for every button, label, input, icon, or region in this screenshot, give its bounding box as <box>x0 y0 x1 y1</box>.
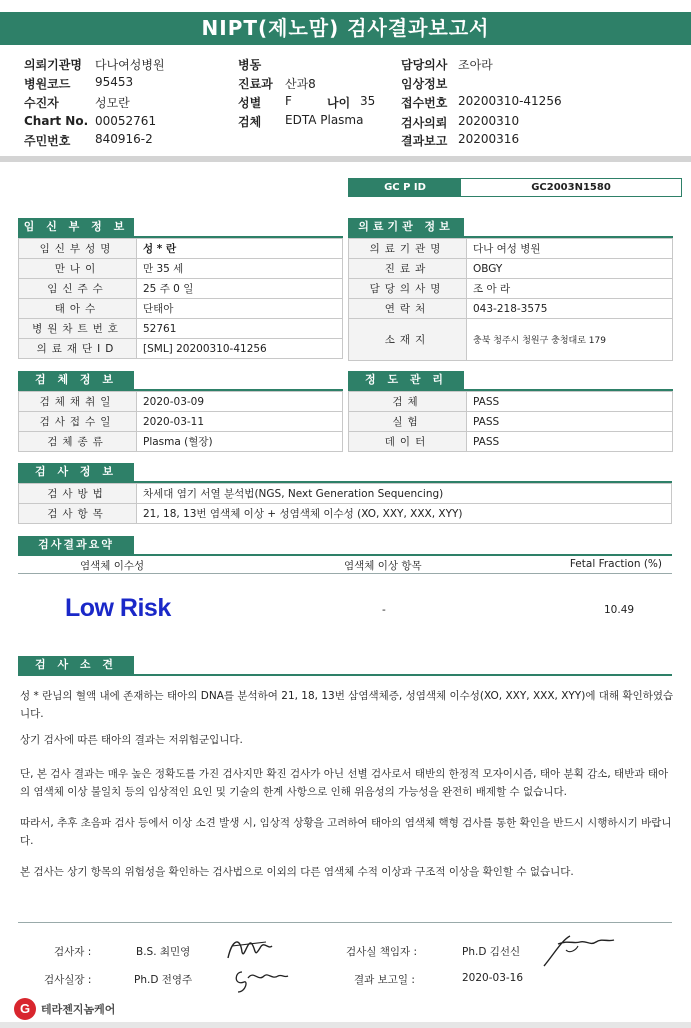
table-row: 태아수 단태아 <box>19 299 343 319</box>
header-row: 의뢰기관명 <box>24 58 82 72</box>
table-row: 담당의사명 조 아 라 <box>349 279 673 299</box>
header-value: 35 <box>360 94 376 108</box>
risk-result: Low Risk <box>65 594 171 622</box>
divider <box>18 922 672 923</box>
gc-pid-box <box>348 178 682 197</box>
table-row: 연락처 043-218-3575 <box>349 299 673 319</box>
header-value: 840916-2 <box>95 132 153 146</box>
table-row: 진료과 OBGY <box>349 259 673 279</box>
table-row: 임신부성명 성 * 란 <box>19 239 343 259</box>
summary-col-ff: Fetal Fraction (%) <box>569 558 662 570</box>
abnormal-result: - <box>382 604 386 616</box>
logo-text: 테라젠지놈케어 <box>41 1003 116 1016</box>
footer-bar <box>0 1022 691 1028</box>
header-value: EDTA Plasma <box>285 113 364 127</box>
fetal-fraction-value: 10.49 <box>604 604 635 616</box>
header-row: 수진자 <box>24 96 59 110</box>
tester-name: B.S. 최민영 <box>136 946 191 958</box>
table-row: 임신주수 25 주 0 일 <box>19 279 343 299</box>
header-row: 결과보고 <box>401 134 448 148</box>
section-institution-title: 의료기관 정보 <box>348 218 464 236</box>
header-value: 00052761 <box>95 114 157 128</box>
header-row: 검사의뢰 <box>401 116 448 130</box>
lab-lead-name: Ph.D 김선신 <box>462 946 521 958</box>
finding-paragraph: 따라서, 추후 초음파 검사 등에서 이상 소견 발생 시, 임상적 상황을 고려하여 태아의 염색체 핵형 검사를 통한 확인을 반드시 시행하시기 바랍니다. <box>20 817 672 847</box>
table-row: 의료기관명 다나 여성 병원 <box>349 239 673 259</box>
table-row: 검체 PASS <box>349 392 673 412</box>
specimen-table <box>18 391 343 452</box>
section-test-title: 검 사 정 보 <box>18 463 134 481</box>
section-qc-title: 정 도 관 리 <box>348 371 464 389</box>
header-value: 산과8 <box>285 77 316 91</box>
header-row: 담당의사 <box>401 58 448 72</box>
report-date-value: 2020-03-16 <box>462 972 524 984</box>
section-findings-title: 검 사 소 견 <box>18 656 134 674</box>
header-value: 다나여성병원 <box>95 58 165 72</box>
header-value: F <box>285 94 292 108</box>
finding-paragraph: 상기 검사에 따른 태아의 결과는 저위험군입니다. <box>20 734 243 746</box>
header-value: 20200310 <box>458 114 520 128</box>
gc-pid-label: GC P ID <box>349 179 461 196</box>
signature-image <box>540 930 616 970</box>
signature-image <box>230 958 290 996</box>
table-row: 병원차트번호 52761 <box>19 319 343 339</box>
report-date-label: 결과 보고일 : <box>354 974 415 986</box>
header-value: 20200316 <box>458 132 520 146</box>
table-row: 소재지 충북 청주시 청원구 충청대로 179 <box>349 319 673 361</box>
lab-head-name: Ph.D 전영주 <box>134 974 193 986</box>
lab-lead-label: 검사실 책임자 : <box>346 946 418 958</box>
pregnant-table <box>18 238 343 359</box>
section-specimen-title: 검 체 정 보 <box>18 371 134 389</box>
table-row: 만나이 만 35 세 <box>19 259 343 279</box>
header-row: Chart No. <box>24 114 89 128</box>
header-value: 20200310-41256 <box>458 94 562 108</box>
gc-pid-value: GC2003N1580 <box>531 182 611 193</box>
institution-table <box>348 238 673 361</box>
summary-col-abnormal: 염색체 이상 항목 <box>344 560 422 572</box>
section-summary-title: 검사결과요약 <box>18 536 134 554</box>
header-row: 주민번호 <box>24 134 71 148</box>
header-row: 나이 <box>327 96 351 110</box>
header-value: 조아라 <box>458 58 493 72</box>
tester-label: 검사자 : <box>54 946 92 958</box>
finding-paragraph: 성 * 란님의 혈액 내에 존재하는 태아의 DNA를 분석하여 21, 18, 13번 삼염색체증, 성염색체 이수성(XO, XXY, XXX, XYY)에 대해 확인하였습니다. <box>20 690 674 720</box>
table-row: 데이터 PASS <box>349 432 673 452</box>
table-row: 실험 PASS <box>349 412 673 432</box>
header-row: 임상정보 <box>401 77 448 91</box>
table-row: 검사방법 차세대 염기 서열 분석법(NGS, Next Generation Sequencing) <box>19 484 672 504</box>
header-row: 접수번호 <box>401 96 448 110</box>
report-title: NIPT(제노맘) 검사결과보고서 <box>0 12 691 45</box>
logo-mark: G <box>14 998 36 1020</box>
header-row: 병동 <box>238 58 262 72</box>
table-row: 검사접수일 2020-03-11 <box>19 412 343 432</box>
qc-table <box>348 391 673 452</box>
header-value: 95453 <box>95 75 134 89</box>
summary-col-aneuploidy: 염색체 이수성 <box>80 560 145 572</box>
test-table <box>18 483 672 524</box>
table-row: 검체종류 Plasma (혈장) <box>19 432 343 452</box>
table-row: 검사항목 21, 18, 13번 염색체 이상 + 성염색체 이수성 (XO, XXY, XXX, XYY) <box>19 504 672 524</box>
divider <box>0 156 691 162</box>
section-rule <box>18 674 672 676</box>
header-row: 병원코드 <box>24 77 71 91</box>
finding-paragraph: 본 검사는 상기 항목의 위험성을 확인하는 검사법으로 이외의 다른 염색체 수적 이상과 구조적 이상을 확인할 수 없습니다. <box>20 866 574 878</box>
header-row: 검체 <box>238 115 262 129</box>
summary-header <box>18 556 672 574</box>
table-row: 검체채취일 2020-03-09 <box>19 392 343 412</box>
lab-head-label: 검사실장 : <box>44 974 92 986</box>
finding-paragraph: 단, 본 검사 결과는 매우 높은 정확도를 가진 검사지만 확진 검사가 아닌 선별 검사로서 태반의 한정적 모자이시즘, 태아 분획 감소, 태반과 태아의 염색체 이상 불일치 등의 임상적인 요인 및 기술의 한계 사항으로 인해 위음성의 가능성을 완전히 배제할 수 없습니다. <box>20 768 669 798</box>
header-value: 성모란 <box>95 96 130 110</box>
header-row: 성별 <box>238 96 262 110</box>
table-row: 의료재단ID [SML] 20200310-41256 <box>19 339 343 359</box>
section-pregnant-title: 임 신 부 정 보 <box>18 218 134 236</box>
header-row: 진료과 <box>238 77 273 91</box>
company-logo <box>14 998 154 1020</box>
